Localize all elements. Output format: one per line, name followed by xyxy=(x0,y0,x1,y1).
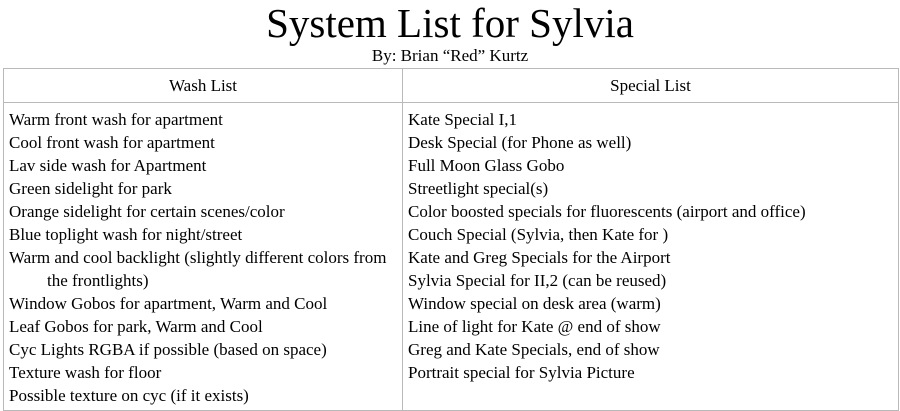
list-item: Couch Special (Sylvia, then Kate for ) xyxy=(408,225,669,244)
table-header-row xyxy=(4,69,899,103)
list-item: Texture wash for floor xyxy=(9,363,162,382)
list-item: Portrait special for Sylvia Picture xyxy=(408,363,635,382)
list-item: Green sidelight for park xyxy=(9,179,172,198)
list-item: Kate and Greg Specials for the Airport xyxy=(408,248,671,267)
list-item: Warm and cool backlight (slightly different colors from the frontlights) xyxy=(9,248,387,290)
list-item: Orange sidelight for certain scenes/color xyxy=(9,202,285,221)
list-item: Cyc Lights RGBA if possible (based on space) xyxy=(9,340,327,359)
list-item: Window Gobos for apartment, Warm and Cool xyxy=(9,294,328,313)
system-list-table xyxy=(3,68,899,411)
list-item: Sylvia Special for II,2 (can be reused) xyxy=(408,271,667,290)
document-title: System List for Sylvia xyxy=(266,0,634,46)
list-item: Leaf Gobos for park, Warm and Cool xyxy=(9,317,263,336)
wash-list-cell xyxy=(4,103,403,411)
special-list-header: Special List xyxy=(403,69,899,103)
list-item: Cool front wash for apartment xyxy=(9,133,215,152)
list-item: Line of light for Kate @ end of show xyxy=(408,317,661,336)
list-item: Possible texture on cyc (if it exists) xyxy=(9,386,249,405)
list-item: Lav side wash for Apartment xyxy=(9,156,207,175)
list-item: Full Moon Glass Gobo xyxy=(408,156,565,175)
list-item: Warm front wash for apartment xyxy=(9,110,223,129)
special-list-cell xyxy=(403,103,899,411)
wash-list-header: Wash List xyxy=(4,69,403,103)
list-item: Desk Special (for Phone as well) xyxy=(408,133,632,152)
document-byline: By: Brian “Red” Kurtz xyxy=(371,46,529,65)
list-item: Greg and Kate Specials, end of show xyxy=(408,340,660,359)
list-item: Color boosted specials for fluorescents (airport and office) xyxy=(408,202,806,221)
table-body-row xyxy=(4,103,899,411)
list-item: Streetlight special(s) xyxy=(408,179,549,198)
list-item: Kate Special I,1 xyxy=(408,110,518,129)
special-list xyxy=(408,108,898,384)
list-item: Blue toplight wash for night/street xyxy=(9,225,243,244)
wash-list xyxy=(9,108,402,407)
list-item: Window special on desk area (warm) xyxy=(408,294,661,313)
